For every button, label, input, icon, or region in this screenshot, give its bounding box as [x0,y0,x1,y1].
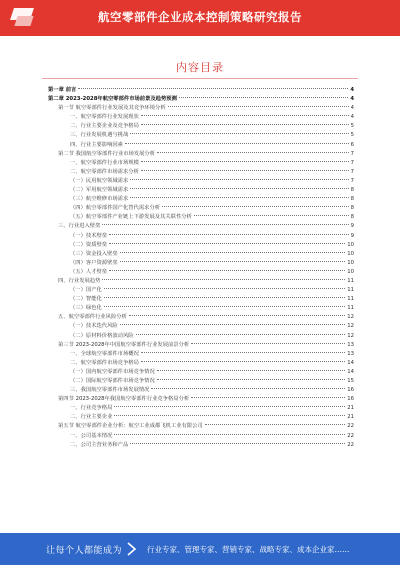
toc-entry-page: 15 [347,378,354,384]
toc-entry[interactable] [48,131,354,140]
toc-leader-dots [114,415,345,416]
toc-entry[interactable] [48,204,354,213]
toc-entry-page: 4 [350,114,354,121]
toc-entry[interactable] [48,104,354,113]
table-of-contents [48,86,354,450]
toc-entry-page: 21 [347,414,354,421]
toc-entry-label: 四、行业发展趋势 [58,277,101,284]
toc-leader-dots [109,270,345,271]
toc-entry[interactable] [48,86,354,95]
toc-entry-page: 7 [350,177,354,184]
toc-entry[interactable] [48,95,354,104]
toc-entry-page: 8 [350,205,354,212]
toc-entry-label: 第四节 2023-2028年我国航空零部件行业竞争格局分析 [58,396,190,403]
toc-entry-page: 14 [347,359,354,366]
toc-entry-page: 8 [350,196,354,203]
toc-leader-dots [157,379,345,380]
toc-entry-page: 22 [347,423,354,430]
toc-entry-label: （四）航空零部件国产化替代需求分析 [70,205,161,212]
toc-entry[interactable] [48,332,354,341]
footer-roles: 行业专家、管理专家、营销专家、战略专家、成本企业家…… [147,545,350,554]
toc-entry-label: 二、行业主要企业 [70,414,113,421]
toc-entry-label: 第一章 前言 [48,87,77,93]
toc-entry[interactable] [48,113,354,122]
toc-entry[interactable] [48,386,354,395]
toc-entry[interactable] [48,213,354,222]
toc-entry[interactable] [48,368,354,377]
toc-entry[interactable] [48,404,354,413]
toc-entry-page: 5 [350,132,354,139]
toc-leader-dots [136,334,346,335]
toc-entry-page: 7 [350,168,354,175]
toc-leader-dots [141,170,349,171]
toc-entry-label: （一）技术壁垒 [70,232,108,239]
toc-entry-page: 7 [350,150,354,157]
toc-entry-label: （一）国内航空零部件市场竞争情况 [70,368,155,375]
toc-leader-dots [157,370,345,371]
toc-entry-label: 二、行业主要企业及竞争格局 [70,123,139,130]
toc-entry-label: （一）国产化 [70,287,102,294]
toc-entry-page: 9 [350,232,354,239]
toc-entry[interactable] [48,322,354,331]
toc-entry[interactable] [48,295,354,304]
toc-entry-page: 22 [347,432,354,439]
toc-leader-dots [141,361,345,362]
toc-entry-page: 13 [347,341,354,348]
toc-entry[interactable] [48,177,354,186]
toc-entry-page: 4 [350,105,354,112]
toc-entry-page: 9 [350,223,354,230]
toc-leader-dots [125,143,349,144]
toc-leader-dots [141,352,345,353]
toc-entry-label: （二）军用航空领域需求 [70,187,129,194]
toc-entry[interactable] [48,141,354,150]
toc-entry-page: 22 [347,441,354,448]
toc-entry-page: 12 [347,332,354,339]
toc-entry-label: 二、公司主营业务和产品 [70,441,129,448]
toc-entry-page: 5 [350,123,354,130]
toc-entry-page: 11 [347,305,354,312]
toc-entry-page: 16 [347,387,354,394]
toc-entry-page: 6 [350,141,354,148]
toc-entry-page: 7 [350,159,354,166]
footer-slogan: 让每个人都能成为 [46,546,123,556]
toc-entry-label: 第二节 我国航空零部件行业市场发展分析 [58,150,156,157]
toc-entry-label: 三、行业发展机遇与挑战 [70,132,129,139]
toc-entry-page: 8 [350,214,354,221]
toc-leader-dots [109,243,345,244]
toc-leader-dots [109,234,349,235]
toc-leader-dots [205,424,346,425]
toc-entry-label: 二、航空零部件市场竞争格局 [70,359,139,366]
toc-leader-dots [114,406,345,407]
toc-entry-label: 三、行业进入壁垒 [58,223,101,230]
toc-entry-label: （二）原材料价格波动风险 [70,332,134,339]
toc-entry[interactable] [48,413,354,422]
toc-leader-dots [104,288,345,289]
toc-entry[interactable] [48,268,354,277]
toc-entry-page: 16 [347,396,354,403]
toc-leader-dots [179,97,348,98]
toc-entry-page: 4 [350,87,354,93]
toc-entry[interactable] [48,259,354,268]
toc-leader-dots [130,179,348,180]
toc-entry-page: 10 [347,268,354,275]
toc-entry-page: 13 [347,350,354,357]
toc-entry[interactable] [48,168,354,177]
toc-entry-label: （二）国际航空零部件市场竞争情况 [70,378,155,384]
toc-entry-label: （二）智能化 [70,296,102,303]
toc-entry-label: 五、航空零部件行业风险分析 [58,314,127,321]
toc-entry-label: （四）客户资源壁垒 [70,259,118,266]
toc-leader-dots [114,434,345,435]
toc-entry[interactable] [48,159,354,168]
toc-entry-label: （三）资金投入壁垒 [70,250,118,257]
toc-leader-dots [194,215,349,216]
toc-entry[interactable] [48,241,354,250]
chevron-separator-icon [127,542,137,556]
toc-entry[interactable] [48,304,354,313]
toc-entry-page: 10 [347,250,354,257]
toc-entry[interactable] [48,277,354,286]
toc-leader-dots [151,388,345,389]
toc-leader-dots [104,297,345,298]
toc-leader-dots [130,133,348,134]
toc-entry-page: 11 [347,277,354,284]
toc-leader-dots [129,315,345,316]
toc-leader-dots [191,397,345,398]
toc-leader-dots [120,252,346,253]
toc-entry-label: 一、行业竞争格局 [70,405,113,412]
toc-entry-label: （五）航空零部件产业链上下游发展及其关联性分析 [70,214,192,221]
toc-leader-dots [162,206,349,207]
toc-leader-dots [141,124,349,125]
toc-entry[interactable] [48,122,354,131]
toc-entry[interactable] [48,222,354,231]
toc-divider [42,78,358,79]
toc-entry-label: 第一节 航空零部件行业发展及其竞争环境分析 [58,105,166,112]
toc-entry-page: 11 [347,296,354,303]
toc-leader-dots [78,88,348,89]
toc-leader-dots [130,197,348,198]
toc-entry[interactable] [48,313,354,322]
toc-entry-page: 12 [347,314,354,321]
toc-entry[interactable] [48,359,354,368]
toc-entry-label: 三、我国航空零部件市场发展情况 [70,387,150,394]
toc-leader-dots [130,443,345,444]
toc-entry-page: 8 [350,187,354,194]
toc-entry-label: 第二章 2023-2028年航空零部件市场前景及趋势预测 [48,96,177,103]
toc-entry[interactable] [48,186,354,195]
toc-entry-page: 4 [350,96,354,103]
toc-entry-label: （三）绿色化 [70,305,102,312]
report-header [0,0,400,36]
toc-entry-page: 21 [347,405,354,412]
toc-entry[interactable] [48,286,354,295]
toc-entry-label: 第三节 2023-2028年中国航空零部件行业发展前景分析 [58,341,190,348]
toc-entry-label: 一、航空零部件行业市场规模 [70,159,139,166]
toc-leader-dots [104,306,345,307]
toc-entry-label: （二）资质壁垒 [70,241,108,248]
toc-entry[interactable] [48,341,354,350]
toc-leader-dots [141,161,349,162]
footer-banner [0,533,400,565]
toc-entry-page: 11 [347,287,354,294]
toc-leader-dots [120,261,346,262]
toc-entry[interactable] [48,377,354,386]
toc-leader-dots [120,324,346,325]
toc-entry-label: （三）航空维修市场需求 [70,196,129,203]
toc-entry[interactable] [48,232,354,241]
toc-entry[interactable] [48,422,354,431]
toc-entry-label: 一、航空零部件行业发展现状 [70,114,139,121]
toc-entry-label: 一、全球航空零部件市场概况 [70,350,139,357]
toc-leader-dots [157,152,349,153]
toc-leader-dots [191,343,345,344]
toc-entry[interactable] [48,441,354,450]
toc-leader-dots [130,188,348,189]
toc-entry[interactable] [48,350,354,359]
toc-leader-dots [168,106,349,107]
toc-entry-label: （一）技术迭代风险 [70,323,118,330]
toc-entry[interactable] [48,432,354,441]
toc-entry-page: 12 [347,323,354,330]
toc-entry[interactable] [48,150,354,159]
toc-entry-label: 一、公司基本情况 [70,432,113,439]
report-title: 航空零部件企业成本控制策略研究报告 [98,10,302,24]
toc-leader-dots [102,279,345,280]
toc-heading: 内容目录 [176,61,224,74]
toc-entry-page: 10 [347,259,354,266]
toc-entry-page: 14 [347,368,354,375]
toc-entry[interactable] [48,250,354,259]
toc-leader-dots [141,115,349,116]
toc-entry-page: 10 [347,241,354,248]
toc-entry[interactable] [48,395,354,404]
toc-leader-dots [102,224,348,225]
toc-entry-label: （一）民用航空领域需求 [70,177,129,184]
toc-entry-label: （五）人才壁垒 [70,268,108,275]
toc-entry-label: 第五节 航空零部件企业分析：航空工业成都飞机工业有限公司 [58,423,203,430]
toc-entry-label: 二、航空零部件市场需求分析 [70,168,139,175]
toc-entry-label: 四、行业主要影响因素 [70,141,123,148]
toc-entry[interactable] [48,195,354,204]
